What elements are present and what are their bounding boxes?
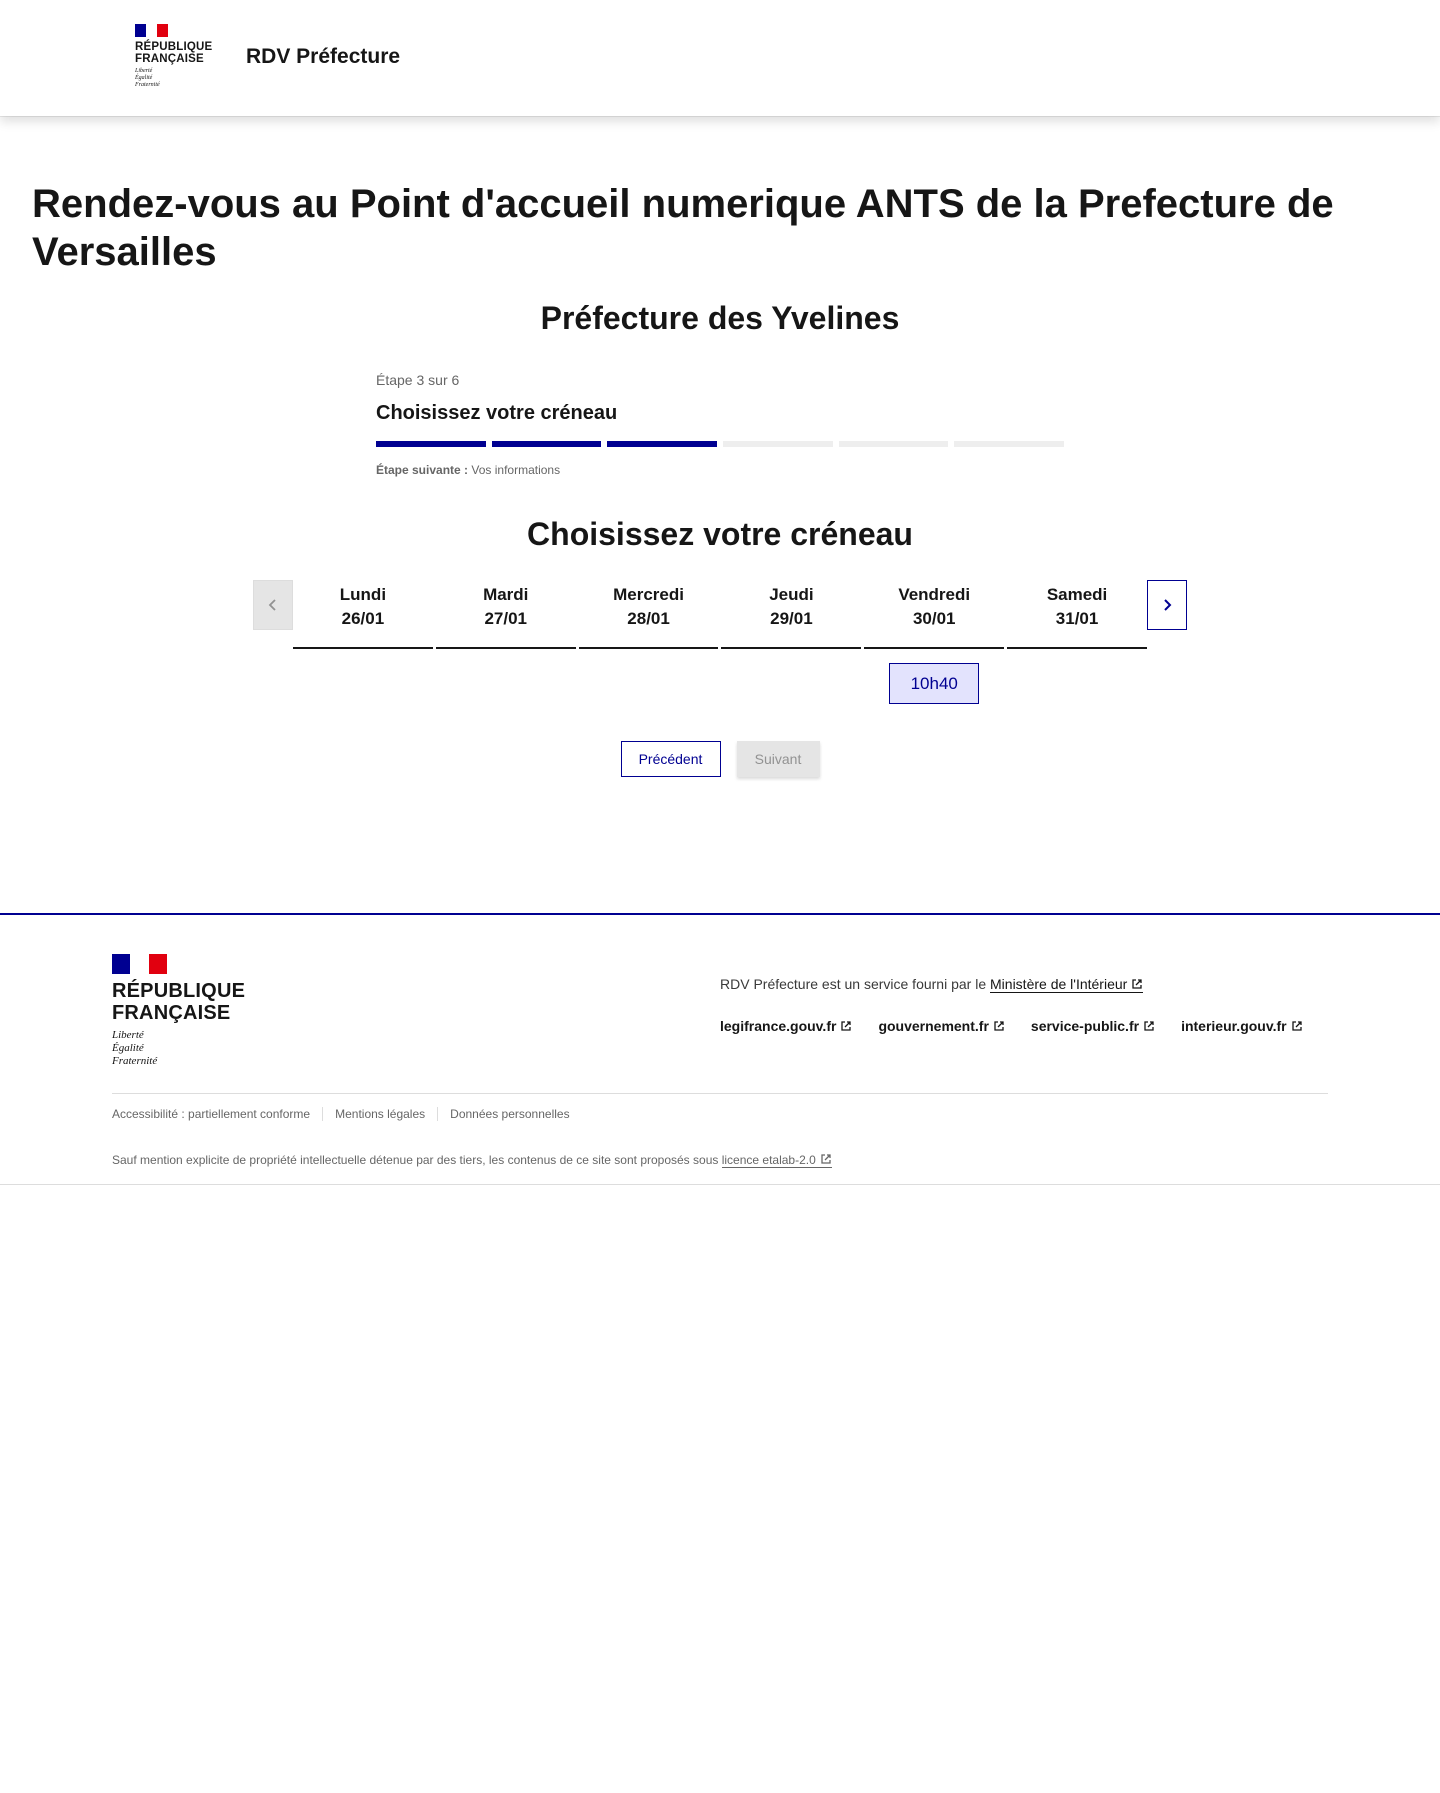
previous-week-button[interactable] <box>253 580 293 630</box>
footer-link-label: service-public.fr <box>1030 1018 1140 1034</box>
day-slots <box>721 649 861 709</box>
day-date: 29/01 <box>770 609 813 628</box>
form-actions <box>0 741 1440 777</box>
footer-desc-text: RDV Préfecture est un service fourni par le <box>720 976 991 992</box>
step-bar <box>607 441 717 447</box>
footer-link-label: interieur.gouv.fr <box>1181 1018 1287 1034</box>
step-progress <box>376 441 1064 447</box>
licence-link-label: licence etalab-2.0 <box>721 1153 816 1167</box>
day-name: Jeudi <box>769 585 814 604</box>
day-name: Mardi <box>483 585 529 604</box>
day-name: Samedi <box>1046 585 1108 604</box>
day-column <box>579 580 719 709</box>
external-link-icon <box>820 1153 832 1165</box>
day-header <box>293 580 433 649</box>
marianne-flag-icon <box>135 24 168 37</box>
page-title: Rendez-vous au Point d'accueil numerique ANTS de la Prefecture de Versailles <box>32 182 1334 274</box>
footer-devise-liberte: Liberté <box>112 1029 144 1041</box>
day-column <box>436 580 576 709</box>
day-header <box>1007 580 1147 649</box>
day-column <box>293 580 433 709</box>
day-name: Vendredi <box>898 585 971 604</box>
days-calendar <box>293 580 1147 709</box>
day-header <box>579 580 719 649</box>
external-link-icon <box>1143 1020 1155 1032</box>
republique-francaise-logo[interactable] <box>135 24 215 89</box>
slots-title: Choisissez votre créneau <box>527 516 913 552</box>
step-bar <box>723 441 833 447</box>
day-name: Lundi <box>339 585 387 604</box>
site-footer <box>0 913 1440 1185</box>
day-slots <box>293 649 433 709</box>
footer-bottom-link[interactable]: Données personnelles <box>437 1107 581 1121</box>
footer-link-label: legifrance.gouv.fr <box>720 1018 837 1034</box>
day-date: 27/01 <box>484 609 528 628</box>
step-count: Étape 3 sur 6 <box>376 372 460 388</box>
service-title[interactable]: RDV Préfecture <box>246 45 401 68</box>
footer-link[interactable] <box>878 1018 1004 1034</box>
footer-bottom-links <box>112 1107 582 1121</box>
licence-text: Sauf mention explicite de propriété intellectuelle détenue par des tiers, les contenus de ce site sont proposés sous <box>112 1153 722 1167</box>
chevron-right-icon <box>1160 598 1174 612</box>
day-date: 30/01 <box>912 609 956 628</box>
day-slots <box>579 649 719 709</box>
footer-link[interactable] <box>1181 1018 1303 1034</box>
footer-bottom-link[interactable]: Mentions légales <box>322 1107 437 1121</box>
step-bar <box>376 441 486 447</box>
footer-description <box>720 976 1143 992</box>
day-name: Mercredi <box>613 585 684 604</box>
step-next-value: Vos informations <box>471 463 561 477</box>
step-bar <box>839 441 949 447</box>
step-bar <box>954 441 1064 447</box>
site-header <box>0 0 1440 116</box>
footer-bottom-link[interactable]: Accessibilité : partiellement conforme <box>112 1107 311 1121</box>
stepper <box>376 372 1064 477</box>
footer-logo[interactable] <box>112 954 245 1068</box>
previous-button[interactable]: Précédent <box>621 741 721 777</box>
day-date: 31/01 <box>1055 609 1099 628</box>
footer-links <box>720 1018 1303 1034</box>
external-link-icon <box>993 1020 1005 1032</box>
day-header <box>436 580 576 649</box>
step-next-label: Étape suivante : <box>376 463 469 477</box>
footer-divider <box>112 1093 1328 1094</box>
external-link-icon <box>1291 1020 1303 1032</box>
step-next <box>376 463 1064 477</box>
prefecture-title: Préfecture des Yvelines <box>540 300 900 336</box>
footer-logo-line-2: FRANÇAISE <box>112 1002 231 1024</box>
external-link-icon <box>840 1020 852 1032</box>
licence-link[interactable] <box>722 1153 832 1168</box>
next-button[interactable]: Suivant <box>737 741 820 777</box>
footer-licence <box>112 1153 832 1167</box>
day-header <box>721 580 861 649</box>
devise-egalite: Égalité <box>135 75 153 81</box>
day-column <box>721 580 861 709</box>
day-slots <box>864 649 1004 709</box>
step-title: Choisissez votre créneau <box>376 402 618 424</box>
chevron-left-icon <box>266 598 280 612</box>
footer-link[interactable] <box>1031 1018 1155 1034</box>
external-link-icon <box>1131 978 1143 990</box>
time-slot-button[interactable]: 10h40 <box>889 663 979 704</box>
day-column <box>864 580 1004 709</box>
day-date: 28/01 <box>627 609 670 628</box>
logo-line-2: FRANÇAISE <box>135 53 204 65</box>
footer-link-label: gouvernement.fr <box>878 1018 989 1034</box>
step-bar <box>492 441 602 447</box>
day-slots <box>1007 649 1147 709</box>
footer-devise-egalite: Égalité <box>112 1042 144 1054</box>
footer-devise-fraternite: Fraternité <box>112 1055 158 1067</box>
ministere-link[interactable] <box>990 976 1143 993</box>
day-date: 26/01 <box>341 609 385 628</box>
day-slots <box>436 649 576 709</box>
day-header <box>864 580 1004 649</box>
marianne-flag-icon <box>112 954 167 974</box>
footer-logo-line-1: RÉPUBLIQUE <box>112 980 246 1002</box>
day-column <box>1007 580 1147 709</box>
next-week-button[interactable] <box>1147 580 1187 630</box>
ministere-link-label: Ministère de l'Intérieur <box>990 976 1128 992</box>
devise-liberte: Liberté <box>135 68 153 74</box>
footer-link[interactable] <box>720 1018 852 1034</box>
logo-line-1: RÉPUBLIQUE <box>135 41 213 53</box>
devise-fraternite: Fraternité <box>135 82 160 88</box>
